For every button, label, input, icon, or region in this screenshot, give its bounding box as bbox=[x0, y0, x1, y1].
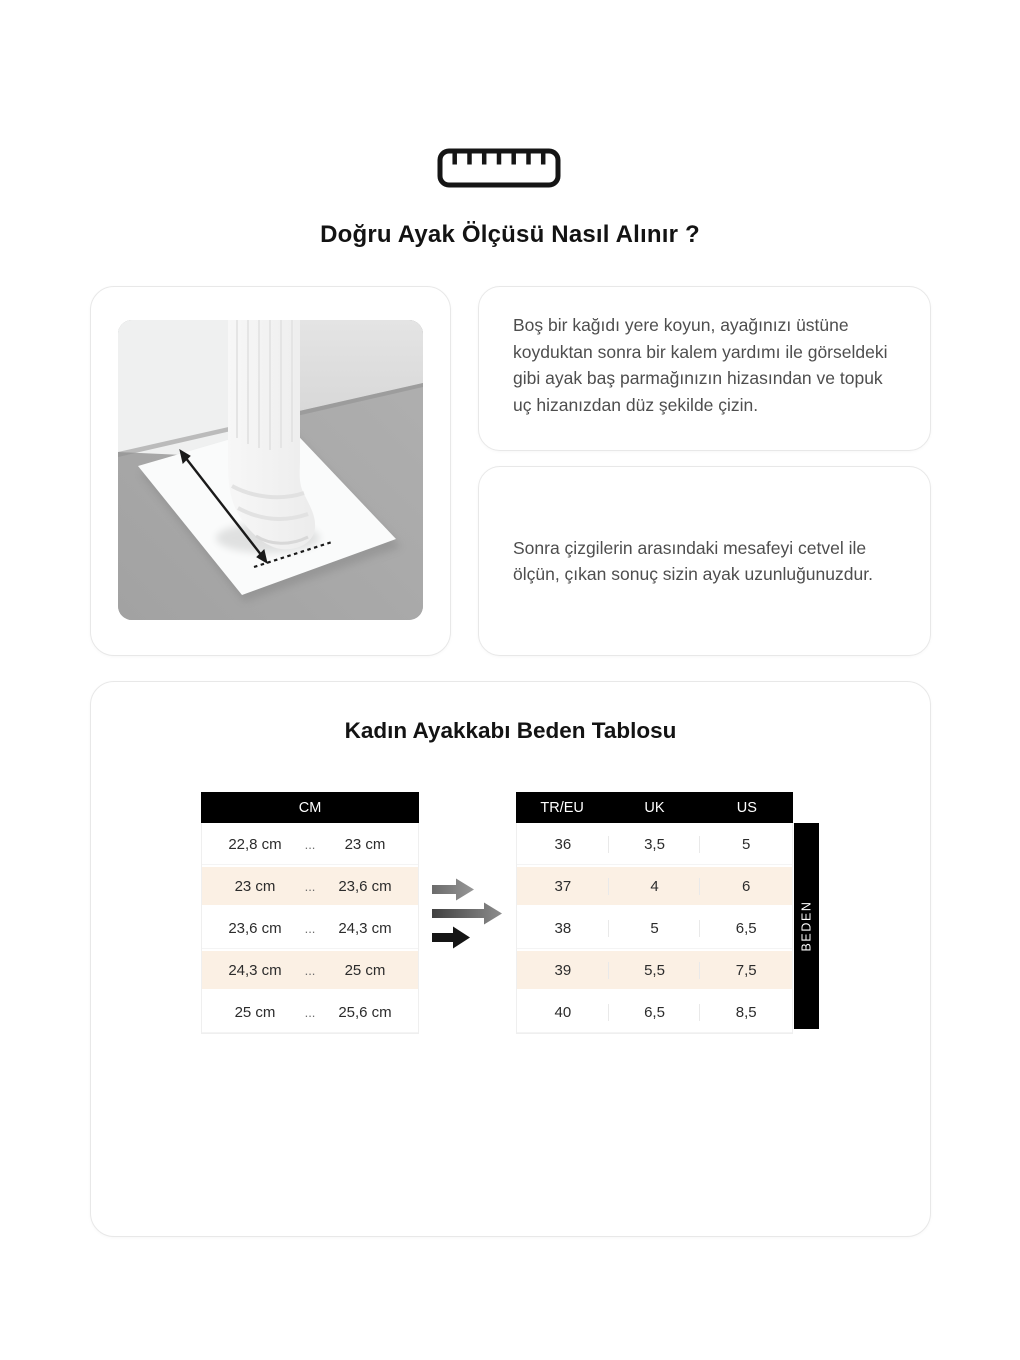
beden-label: BEDEN bbox=[799, 900, 814, 952]
cm-max: 24,3 cm bbox=[338, 919, 392, 937]
size-tr-eu: 40 bbox=[517, 1004, 609, 1021]
instruction-step2-text: Sonra çizgilerin arasındaki mesafeyi cetvel ile ölçün, çıkan sonuç sizin ayak uzunluğunuzdur. bbox=[513, 537, 873, 584]
cm-max: 25,6 cm bbox=[338, 1003, 392, 1021]
conversion-table-row bbox=[517, 907, 792, 949]
header-uk: UK bbox=[644, 799, 665, 816]
cm-table-header: CM bbox=[201, 792, 419, 823]
conversion-table-row bbox=[517, 991, 792, 1033]
size-tr-eu: 37 bbox=[517, 878, 609, 895]
conversion-arrows-icon bbox=[432, 875, 518, 953]
size-uk: 4 bbox=[609, 878, 701, 895]
foot-measurement-photo bbox=[118, 320, 423, 620]
range-separator: ... bbox=[304, 1004, 316, 1020]
cm-min: 25 cm bbox=[234, 1003, 276, 1021]
instruction-card-step2 bbox=[478, 466, 931, 656]
cm-min: 22,8 cm bbox=[228, 835, 282, 853]
size-us: 5 bbox=[742, 835, 751, 853]
range-separator: ... bbox=[304, 878, 316, 894]
size-us: 6,5 bbox=[735, 919, 757, 937]
conversion-table-header bbox=[516, 792, 793, 823]
cm-max: 23,6 cm bbox=[338, 877, 392, 895]
range-separator: ... bbox=[304, 962, 316, 978]
size-tr-eu: 39 bbox=[517, 962, 609, 979]
conversion-table-row bbox=[517, 865, 792, 907]
size-uk: 5,5 bbox=[609, 962, 701, 979]
cm-min: 23 cm bbox=[234, 877, 276, 895]
size-uk: 5 bbox=[609, 920, 701, 937]
cm-table-row bbox=[202, 991, 418, 1033]
range-separator: ... bbox=[304, 836, 316, 852]
conversion-table bbox=[516, 792, 793, 1034]
ruler-icon bbox=[437, 148, 561, 188]
foot-measurement-photo-card bbox=[90, 286, 451, 656]
size-us: 6 bbox=[742, 877, 751, 895]
size-uk: 3,5 bbox=[609, 836, 701, 853]
range-separator: ... bbox=[304, 920, 316, 936]
cm-table-row bbox=[202, 865, 418, 907]
header-tr-eu: TR/EU bbox=[540, 799, 584, 816]
instruction-card-step1 bbox=[478, 286, 931, 451]
cm-max: 23 cm bbox=[344, 835, 386, 853]
cm-table-row bbox=[202, 907, 418, 949]
size-tr-eu: 38 bbox=[517, 920, 609, 937]
page-title: Doğru Ayak Ölçüsü Nasıl Alınır ? bbox=[320, 221, 700, 248]
conversion-table-row bbox=[517, 949, 792, 991]
size-uk: 6,5 bbox=[609, 1004, 701, 1021]
cm-table bbox=[201, 792, 419, 1034]
size-tr-eu: 36 bbox=[517, 836, 609, 853]
conversion-table-row bbox=[517, 823, 792, 865]
cm-max: 25 cm bbox=[344, 961, 386, 979]
size-us: 8,5 bbox=[735, 1003, 757, 1021]
size-us: 7,5 bbox=[735, 961, 757, 979]
cm-table-row bbox=[202, 823, 418, 865]
size-chart-card bbox=[90, 681, 931, 1237]
cm-table-row bbox=[202, 949, 418, 991]
cm-min: 23,6 cm bbox=[228, 919, 282, 937]
instruction-step1-text: Boş bir kağıdı yere koyun, ayağınızı üstüne koyduktan sonra bir kalem yardımı ile görseldeki gibi ayak baş parmağınızın hizasından ve topuk uç hizanızdan düz şekilde çizin. bbox=[513, 315, 888, 415]
header-us: US bbox=[736, 799, 757, 816]
size-chart-title: Kadın Ayakkabı Beden Tablosu bbox=[344, 718, 677, 743]
beden-side-strip bbox=[794, 823, 819, 1029]
cm-min: 24,3 cm bbox=[228, 961, 282, 979]
